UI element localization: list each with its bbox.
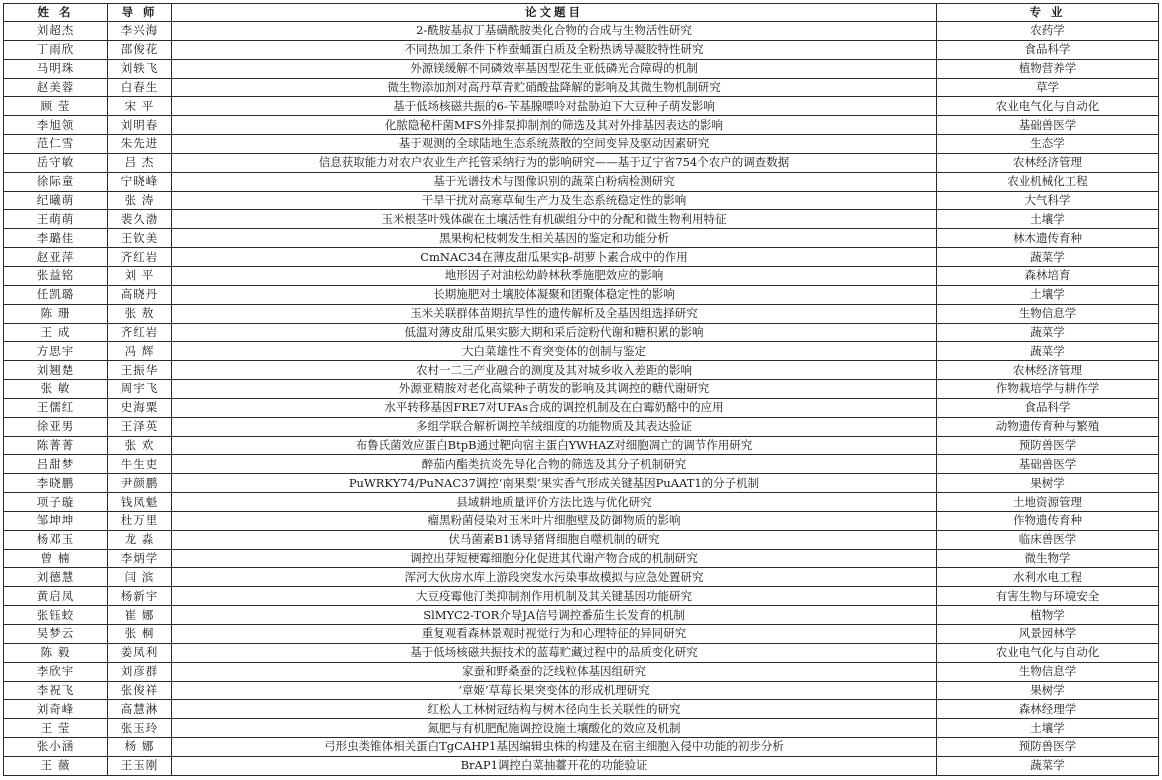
major-cell: 植物营养学 <box>937 59 1159 78</box>
major-cell: 临床兽医学 <box>937 530 1159 549</box>
header-name: 姓 名 <box>4 4 108 22</box>
major-cell: 农业电气化与自动化 <box>937 97 1159 116</box>
table-row <box>4 285 1159 304</box>
advisor-cell: 张 涛 <box>108 191 172 210</box>
major-cell: 森林经理学 <box>937 700 1159 719</box>
advisor-cell: 姜凤利 <box>108 643 172 662</box>
student-name-cell: 项子璇 <box>4 493 108 512</box>
thesis-title-cell: 地形因子对油松幼龄林秋季施肥效应的影响 <box>172 266 937 285</box>
table-row <box>4 304 1159 323</box>
student-name-cell: 王 薇 <box>4 756 108 775</box>
thesis-title-cell: 玉米关联群体苗期抗旱性的遗传解析及全基因组选择研究 <box>172 304 937 323</box>
thesis-title-cell: 醉茄内酯类抗炎先导化合物的筛选及其分子机制研究 <box>172 455 937 474</box>
advisor-cell: 牛生吏 <box>108 455 172 474</box>
student-name-cell: 张益铭 <box>4 266 108 285</box>
advisor-cell: 刘彦群 <box>108 662 172 681</box>
advisor-cell: 邵俊花 <box>108 40 172 59</box>
table-row <box>4 191 1159 210</box>
student-name-cell: 纪曦萌 <box>4 191 108 210</box>
table-row <box>4 248 1159 267</box>
thesis-title-cell: PuWRKY74/PuNAC37调控‘南果梨’果实香气形成关键基因PuAAT1的分子机制 <box>172 474 937 493</box>
major-cell: 林木遗传育种 <box>937 229 1159 248</box>
major-cell: 生物信息学 <box>937 662 1159 681</box>
table-row <box>4 455 1159 474</box>
major-cell: 土地资源管理 <box>937 493 1159 512</box>
major-cell: 预防兽医学 <box>937 436 1159 455</box>
table-row <box>4 380 1159 399</box>
student-name-cell: 张 敏 <box>4 380 108 399</box>
student-name-cell: 陈 珊 <box>4 304 108 323</box>
student-name-cell: 丁雨欣 <box>4 40 108 59</box>
thesis-title-cell: 弓形虫类锥体相关蛋白TgCAHP1基因编辑虫株的构建及在宿主细胞入侵中功能的初步分析 <box>172 738 937 757</box>
table-row <box>4 662 1159 681</box>
thesis-table <box>3 3 1159 776</box>
advisor-cell: 尹颜鹏 <box>108 474 172 493</box>
table-row <box>4 266 1159 285</box>
student-name-cell: 曾 楠 <box>4 549 108 568</box>
header-title: 论文题目 <box>172 4 937 22</box>
thesis-title-cell: 大白菜雄性不育突变体的创制与鉴定 <box>172 342 937 361</box>
student-name-cell: 方思宇 <box>4 342 108 361</box>
student-name-cell: 吴梦云 <box>4 625 108 644</box>
header-advisor: 导 师 <box>108 4 172 22</box>
table-row <box>4 135 1159 154</box>
table-row <box>4 511 1159 530</box>
major-cell: 预防兽医学 <box>937 738 1159 757</box>
student-name-cell: 陈 毅 <box>4 643 108 662</box>
advisor-cell: 王泽英 <box>108 417 172 436</box>
student-name-cell: 刘奇峰 <box>4 700 108 719</box>
thesis-title-cell: 微生物添加剂对高丹草青贮硝酸盐降解的影响及其微生物机制研究 <box>172 78 937 97</box>
student-name-cell: 顾 莹 <box>4 97 108 116</box>
advisor-cell: 齐红岩 <box>108 323 172 342</box>
major-cell: 果树学 <box>937 681 1159 700</box>
major-cell: 微生物学 <box>937 549 1159 568</box>
major-cell: 水利水电工程 <box>937 568 1159 587</box>
table-row <box>4 587 1159 606</box>
table-row <box>4 700 1159 719</box>
table-row <box>4 361 1159 380</box>
table-row <box>4 153 1159 172</box>
major-cell: 动物遗传育种与繁殖 <box>937 417 1159 436</box>
thesis-title-cell: 红松人工林树冠结构与树木径向生长关联性的研究 <box>172 700 937 719</box>
student-name-cell: 邹坤坤 <box>4 511 108 530</box>
table-row <box>4 172 1159 191</box>
advisor-cell: 史海粟 <box>108 398 172 417</box>
advisor-cell: 杨 娜 <box>108 738 172 757</box>
advisor-cell: 崔 娜 <box>108 606 172 625</box>
table-row <box>4 97 1159 116</box>
advisor-cell: 刘 平 <box>108 266 172 285</box>
advisor-cell: 王钦美 <box>108 229 172 248</box>
thesis-title-cell: 调控出芽短梗霉细胞分化促进其代谢产物合成的机制研究 <box>172 549 937 568</box>
major-cell: 蔬菜学 <box>937 756 1159 775</box>
major-cell: 蔬菜学 <box>937 342 1159 361</box>
table-row <box>4 417 1159 436</box>
student-name-cell: 杨邓玉 <box>4 530 108 549</box>
student-name-cell: 李旭领 <box>4 116 108 135</box>
major-cell: 生态学 <box>937 135 1159 154</box>
advisor-cell: 宁晓峰 <box>108 172 172 191</box>
thesis-title-cell: 化脓隐秘杆菌MFS外排泵抑制剂的筛选及其对外排基因表达的影响 <box>172 116 937 135</box>
advisor-cell: 宋 平 <box>108 97 172 116</box>
advisor-cell: 张玉玲 <box>108 719 172 738</box>
student-name-cell: 王 成 <box>4 323 108 342</box>
student-name-cell: 赵亚萍 <box>4 248 108 267</box>
table-row <box>4 568 1159 587</box>
thesis-title-cell: SlMYC2-TOR介导JA信号调控番茄生长发育的机制 <box>172 606 937 625</box>
student-name-cell: 任凯璐 <box>4 285 108 304</box>
table-row <box>4 22 1159 41</box>
table-row <box>4 342 1159 361</box>
advisor-cell: 朱先进 <box>108 135 172 154</box>
major-cell: 生物信息学 <box>937 304 1159 323</box>
major-cell: 土壤学 <box>937 285 1159 304</box>
major-cell: 农业机械化工程 <box>937 172 1159 191</box>
header-major: 专 业 <box>937 4 1159 22</box>
student-name-cell: 张钰蛟 <box>4 606 108 625</box>
major-cell: 草学 <box>937 78 1159 97</box>
advisor-cell: 杨新宇 <box>108 587 172 606</box>
student-name-cell: 王 莹 <box>4 719 108 738</box>
thesis-title-cell: 基于光谱技术与图像识别的蔬菜白粉病检测研究 <box>172 172 937 191</box>
thesis-title-cell: 水平转移基因FRE7对UFAs合成的调控机制及在白霉奶酪中的应用 <box>172 398 937 417</box>
thesis-title-cell: 不同热加工条件下柞蚕蛹蛋白质及全粉热诱导凝胶特性研究 <box>172 40 937 59</box>
major-cell: 作物遗传育种 <box>937 511 1159 530</box>
major-cell: 风景园林学 <box>937 625 1159 644</box>
thesis-title-cell: 外源镁缓解不同磷效率基因型花生亚低磷光合障碍的机制 <box>172 59 937 78</box>
thesis-title-cell: 布鲁氏菌效应蛋白BtpB通过靶向宿主蛋白YWHAZ对细胞凋亡的调节作用研究 <box>172 436 937 455</box>
thesis-title-cell: 县域耕地质量评价方法比选与优化研究 <box>172 493 937 512</box>
advisor-cell: 李炳学 <box>108 549 172 568</box>
advisor-cell: 白春生 <box>108 78 172 97</box>
major-cell: 植物学 <box>937 606 1159 625</box>
thesis-title-cell: 家蚕和野桑蚕的泛线粒体基因组研究 <box>172 662 937 681</box>
thesis-title-cell: 基于低场核磁共振技术的蓝莓贮藏过程中的品质变化研究 <box>172 643 937 662</box>
table-row <box>4 681 1159 700</box>
student-name-cell: 徐亚男 <box>4 417 108 436</box>
thesis-title-cell: 多组学联合解析调控羊绒细度的功能物质及其表达验证 <box>172 417 937 436</box>
table-row <box>4 549 1159 568</box>
major-cell: 土壤学 <box>937 210 1159 229</box>
table-row <box>4 493 1159 512</box>
thesis-title-cell: 外源亚精胺对老化高粱种子萌发的影响及其调控的糖代谢研究 <box>172 380 937 399</box>
major-cell: 农林经济管理 <box>937 361 1159 380</box>
thesis-title-cell: 干旱干扰对高寒草甸生产力及生态系统稳定性的影响 <box>172 191 937 210</box>
thesis-title-cell: 瘤黑粉菌侵染对玉米叶片细胞壁及防御物质的影响 <box>172 511 937 530</box>
advisor-cell: 高慧淋 <box>108 700 172 719</box>
advisor-cell: 高晓丹 <box>108 285 172 304</box>
table-row <box>4 40 1159 59</box>
student-name-cell: 吕甜梦 <box>4 455 108 474</box>
student-name-cell: 陈菁菁 <box>4 436 108 455</box>
thesis-title-cell: 基于观测的全球陆地生态系统蒸散的空间变异及驱动因素研究 <box>172 135 937 154</box>
advisor-cell: 龙 淼 <box>108 530 172 549</box>
table-row <box>4 719 1159 738</box>
table-row <box>4 738 1159 757</box>
thesis-title-cell: 长期施肥对土壤胶体凝聚和团聚体稳定性的影响 <box>172 285 937 304</box>
thesis-title-cell: 2-酰胺基叔丁基磺酰胺类化合物的合成与生物活性研究 <box>172 22 937 41</box>
table-row <box>4 606 1159 625</box>
student-name-cell: 黄启凤 <box>4 587 108 606</box>
table-row <box>4 78 1159 97</box>
table-row <box>4 116 1159 135</box>
table-row <box>4 530 1159 549</box>
advisor-cell: 李兴海 <box>108 22 172 41</box>
major-cell: 农林经济管理 <box>937 153 1159 172</box>
thesis-title-cell: BrAP1调控白菜抽薹开花的功能验证 <box>172 756 937 775</box>
student-name-cell: 李祝飞 <box>4 681 108 700</box>
student-name-cell: 岳守敏 <box>4 153 108 172</box>
advisor-cell: 钱凤魁 <box>108 493 172 512</box>
thesis-title-cell: 伏马菌素B1诱导猪肾细胞自噬机制的研究 <box>172 530 937 549</box>
thesis-title-cell: 重复观看森林景观时视觉行为和心理特征的异同研究 <box>172 625 937 644</box>
major-cell: 基础兽医学 <box>937 116 1159 135</box>
major-cell: 作物栽培学与耕作学 <box>937 380 1159 399</box>
student-name-cell: 李璐佳 <box>4 229 108 248</box>
thesis-title-cell: 大豆疫霉他汀类抑制剂作用机制及其关键基因功能研究 <box>172 587 937 606</box>
thesis-title-cell: ‘章姬’草莓长果突变体的形成机理研究 <box>172 681 937 700</box>
advisor-cell: 张 欢 <box>108 436 172 455</box>
major-cell: 有害生物与环境安全 <box>937 587 1159 606</box>
advisor-cell: 刘轶飞 <box>108 59 172 78</box>
thesis-title-cell: CmNAC34在薄皮甜瓜果实β-胡萝卜素合成中的作用 <box>172 248 937 267</box>
major-cell: 蔬菜学 <box>937 323 1159 342</box>
thesis-title-cell: 玉米根茎叶残体碳在土壤活性有机碳组分中的分配和微生物利用特征 <box>172 210 937 229</box>
major-cell: 果树学 <box>937 474 1159 493</box>
table-body <box>4 22 1159 776</box>
table-row <box>4 643 1159 662</box>
student-name-cell: 王儒红 <box>4 398 108 417</box>
advisor-cell: 闫 滨 <box>108 568 172 587</box>
student-name-cell: 刘超杰 <box>4 22 108 41</box>
table-row <box>4 474 1159 493</box>
thesis-title-cell: 农村一二三产业融合的测度及其对城乡收入差距的影响 <box>172 361 937 380</box>
advisor-cell: 刘明春 <box>108 116 172 135</box>
student-name-cell: 马明珠 <box>4 59 108 78</box>
major-cell: 森林培育 <box>937 266 1159 285</box>
advisor-cell: 周宇飞 <box>108 380 172 399</box>
student-name-cell: 赵美蓉 <box>4 78 108 97</box>
thesis-title-cell: 低温对薄皮甜瓜果实膨大期和采后淀粉代谢和糖积累的影响 <box>172 323 937 342</box>
table-row <box>4 210 1159 229</box>
advisor-cell: 张 桐 <box>108 625 172 644</box>
header-row <box>4 4 1159 22</box>
table-row <box>4 756 1159 775</box>
table-row <box>4 436 1159 455</box>
major-cell: 农业电气化与自动化 <box>937 643 1159 662</box>
student-name-cell: 李欣宇 <box>4 662 108 681</box>
student-name-cell: 王萌萌 <box>4 210 108 229</box>
table-row <box>4 323 1159 342</box>
major-cell: 食品科学 <box>937 40 1159 59</box>
student-name-cell: 李晓鹏 <box>4 474 108 493</box>
student-name-cell: 张小涵 <box>4 738 108 757</box>
student-name-cell: 范仁雪 <box>4 135 108 154</box>
advisor-cell: 冯 辉 <box>108 342 172 361</box>
major-cell: 蔬菜学 <box>937 248 1159 267</box>
thesis-title-cell: 氮肥与有机肥配施调控设施土壤酸化的效应及机制 <box>172 719 937 738</box>
advisor-cell: 齐红岩 <box>108 248 172 267</box>
table-row <box>4 625 1159 644</box>
thesis-title-cell: 黑果枸杞枝刺发生相关基因的鉴定和功能分析 <box>172 229 937 248</box>
advisor-cell: 王振华 <box>108 361 172 380</box>
table-header <box>4 4 1159 22</box>
advisor-cell: 张俊祥 <box>108 681 172 700</box>
major-cell: 基础兽医学 <box>937 455 1159 474</box>
table-row <box>4 59 1159 78</box>
thesis-title-cell: 基于低场核磁共振的6-苄基腺嘌呤对盐胁迫下大豆种子萌发影响 <box>172 97 937 116</box>
advisor-cell: 王玉刚 <box>108 756 172 775</box>
thesis-title-cell: 浑河大伙房水库上游段突发水污染事故模拟与应急处置研究 <box>172 568 937 587</box>
major-cell: 农药学 <box>937 22 1159 41</box>
advisor-cell: 裴久渤 <box>108 210 172 229</box>
student-name-cell: 刘德慧 <box>4 568 108 587</box>
advisor-cell: 张 敖 <box>108 304 172 323</box>
thesis-title-cell: 信息获取能力对农户农业生产托管采纳行为的影响研究——基于辽宁省754个农户的调查数据 <box>172 153 937 172</box>
advisor-cell: 吕 杰 <box>108 153 172 172</box>
table-row <box>4 229 1159 248</box>
major-cell: 食品科学 <box>937 398 1159 417</box>
table-row <box>4 398 1159 417</box>
thesis-list-page <box>3 3 1158 776</box>
major-cell: 大气科学 <box>937 191 1159 210</box>
student-name-cell: 刘翘楚 <box>4 361 108 380</box>
major-cell: 土壤学 <box>937 719 1159 738</box>
advisor-cell: 杜万里 <box>108 511 172 530</box>
student-name-cell: 徐际童 <box>4 172 108 191</box>
